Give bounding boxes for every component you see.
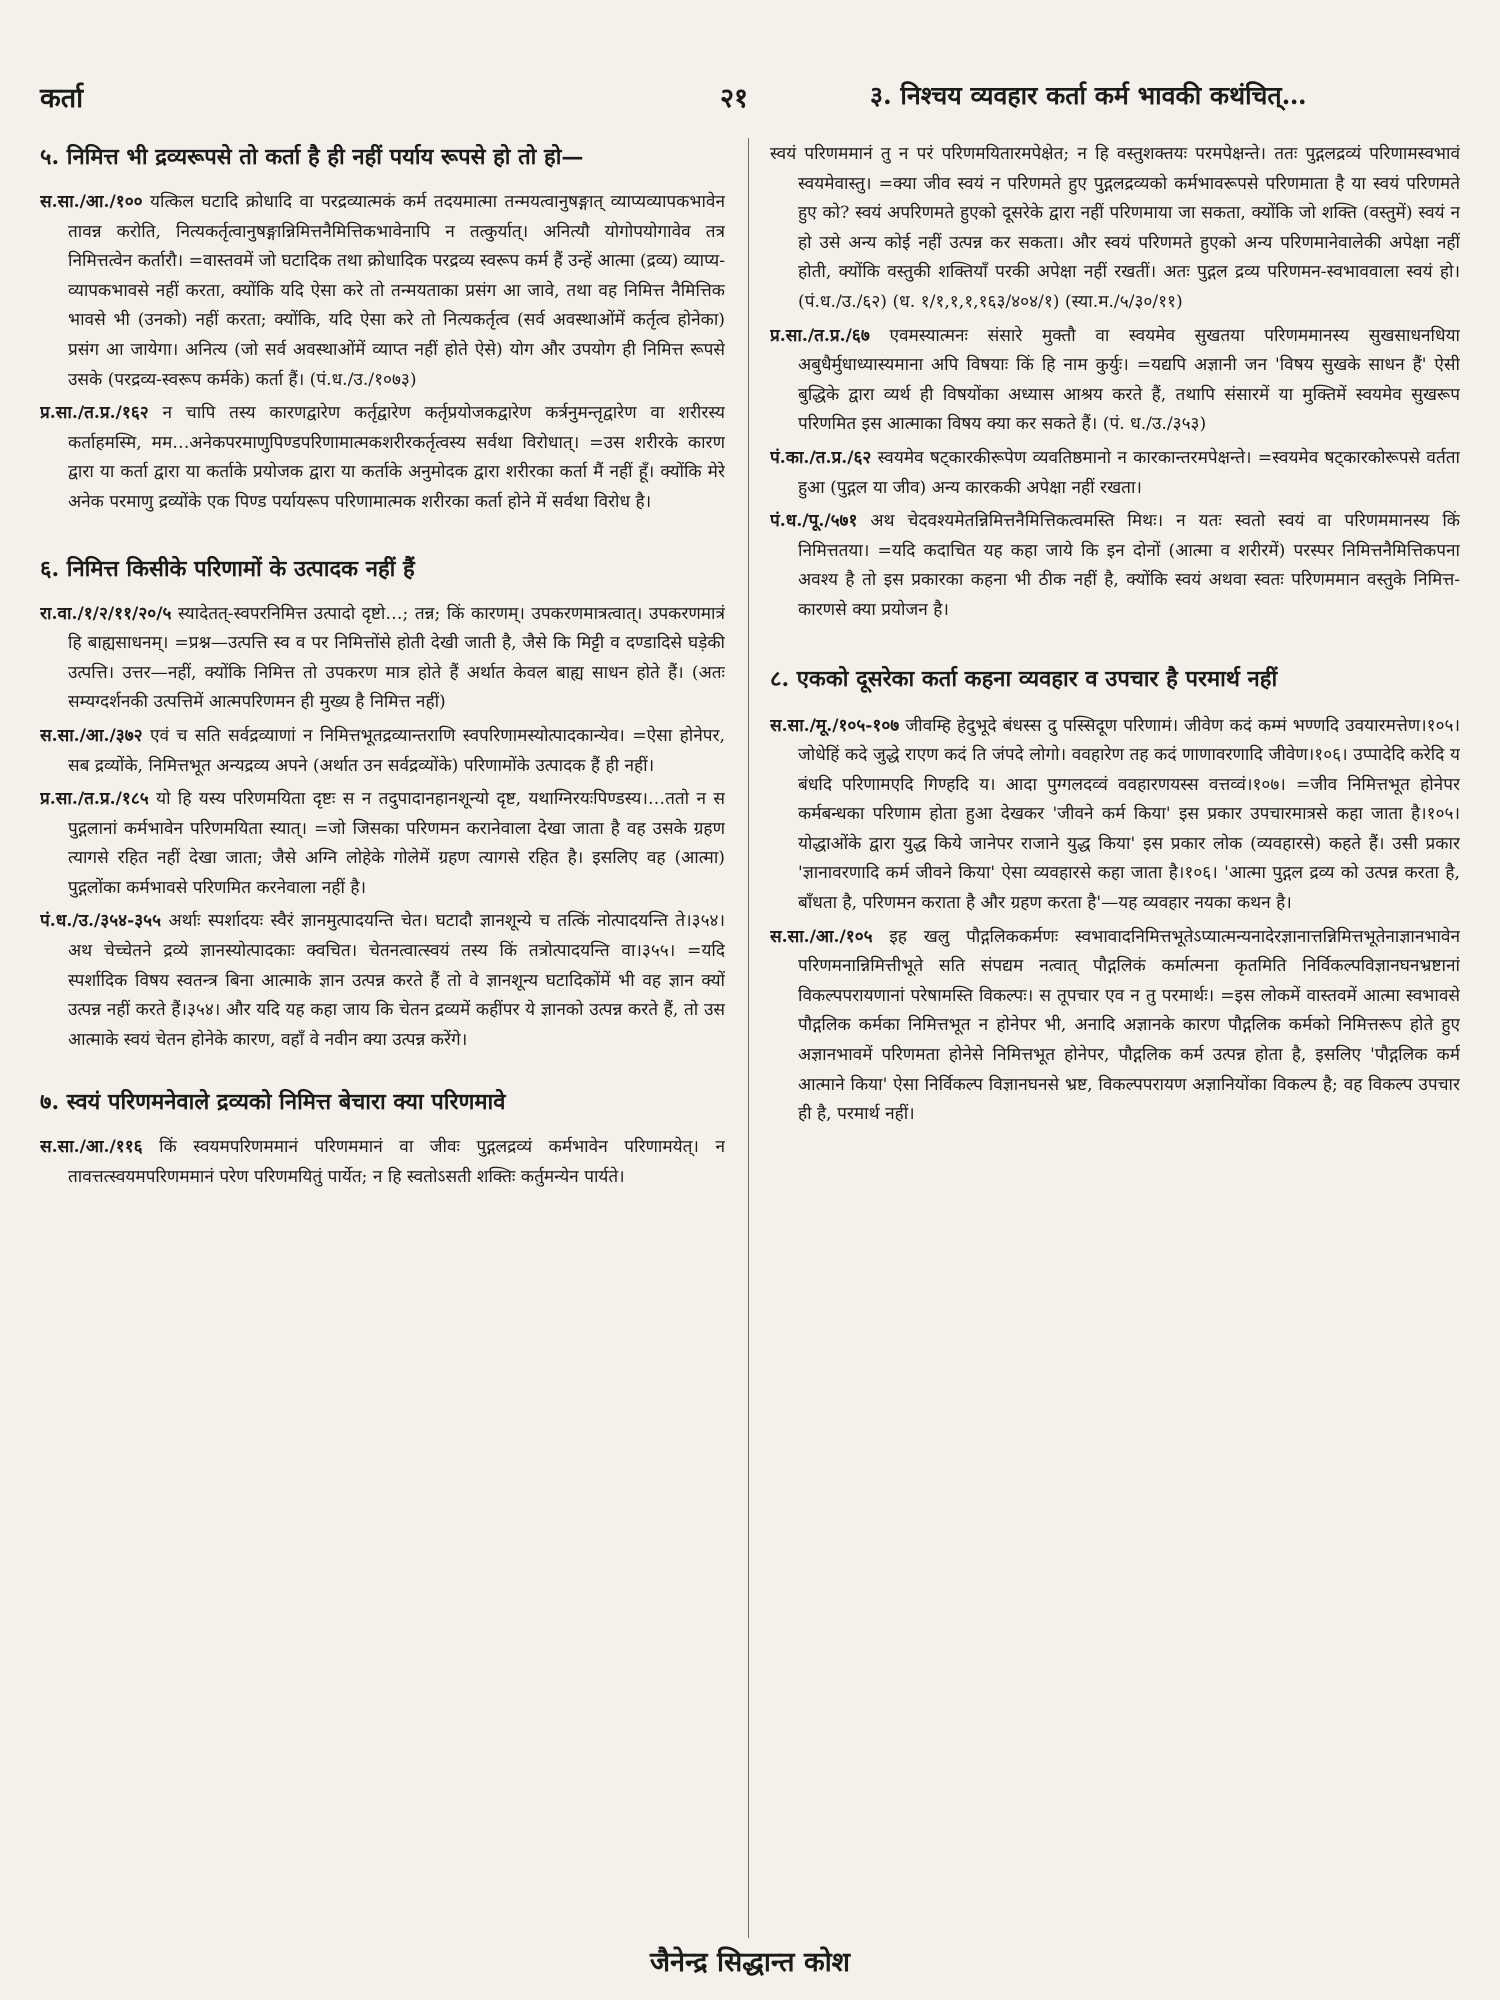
paragraph-text: किं स्वयमपरिणममानं परिणममानं वा जीवः पुद्गलद्रव्यं कर्मभावेन परिणामयेत्। न तावत्तत्स्वयमपरिणममानं परेण परिणमयितुं पार्येत; न हि स्वतोऽसती शक्तिः कर्तुमन्येन पार्यते। bbox=[68, 1137, 725, 1188]
section-heading-7: ७. स्वयं परिणमनेवाले द्रव्यको निमित्त बेचारा क्या परिणमावे bbox=[40, 1089, 506, 1116]
paragraph-text: अथ चेदवश्यमेतन्निमित्तनैमित्तिकत्वमस्ति मिथः। न यतः स्वतो स्वयं वा परिणममानस्य किं निमित्ततया। =यदि कदाचित यह कहा जाये कि इन दोनों (आत्मा व शरीरमें) परस्पर निमित्तनैमित्तिकपना अवश्य है तो इस प्रकारका कहना भी ठीक नहीं है, क्योंकि स्वयं अथवा स्वतः परिणममान वस्तुके निमित्त-कारणसे क्या प्रयोजन है। bbox=[798, 511, 1460, 620]
header-chapter-title: ३. निश्चय व्यवहार कर्ता कर्म भावकी कथंचित्… bbox=[870, 81, 1307, 110]
citation: पं.का./त.प्र./६२ bbox=[770, 447, 872, 468]
header-section-label: कर्ता bbox=[40, 83, 84, 114]
section-heading-6: ६. निमित्त किसीके परिणामों के उत्पादक नहीं हैं bbox=[40, 555, 415, 582]
paragraph-text: न चापि तस्य कारणद्वारेण कर्तृद्वारेण कर्तृप्रयोजकद्वारेण कर्त्रनुमन्तृद्वारेण वा शरीरस्य कर्ताहमस्मि, मम…अनेकपरमाणुपिण्डपरिणामात्मकशरीरकर्तृत्वस्य सर्वथा विरोधात्। =उस शरीरके कारण द्वारा या कर्ता द्वारा या कर्ताके प्रयोजक द्वारा या कर्ताके अनुमोदक द्वारा शरीरका कर्ता मैं नहीं हूँ। क्योंकि मेरे अनेक परमाणु द्रव्योंके एक पिण्ड पर्यायरूप परिणामात्मक शरीरका कर्ता होने में सर्वथा विरोध है। bbox=[68, 403, 725, 512]
paragraph-text: एवं च सति सर्वद्रव्याणां न निमित्तभूतद्रव्यान्तराणि स्वपरिणामस्योत्पादकान्येव। =ऐसा होनेपर, सब द्रव्योंके, निमित्तभूत अन्यद्रव्य अपने (अर्थात उन सर्वद्रव्योंके) परिणामोंके उत्पादक हैं ही नहीं। bbox=[68, 725, 725, 776]
citation: स.सा./आ./३७२ bbox=[40, 725, 143, 746]
left-column bbox=[40, 140, 725, 1940]
paragraph bbox=[40, 600, 725, 718]
paragraph-text: यत्किल घटादि क्रोधादि वा परद्रव्यात्मकं कर्म तदयमात्मा तन्मयत्वानुषङ्गात् व्याप्यव्यापकभावेन तावन्न करोति, नित्यकर्तृत्वानुषङ्गान्निमित्तनैमित्तिकभावेनापि न तत्कुर्यात्। अनित्यौ योगोपयोगावेव तत्र निमित्तत्वेन कर्तारौ। =वास्तवमें जो घटादिक तथा क्रोधादिक परद्रव्य स्वरूप कर्म हैं उन्हें आत्मा (द्रव्य) व्याप्य-व्यापकभावसे नहीं करता, क्योंकि यदि ऐसा करे तो तन्मयताका प्रसंग आ जावे, तथा वह निमित्त नैमित्तिक भावसे भी (उनको) नहीं करता; क्योंकि, यदि ऐसा करे तो नित्यकर्तृत्व (सर्व अवस्थाओंमें कर्तृत्व होनेका) प्रसंग आ जायेगा। अनित्य (जो सर्व अवस्थाओंमें व्याप्त नहीं होते ऐसे) योग और उपयोग ही निमित्त रूपसे उसके (परद्रव्य-स्वरूप कर्मके) कर्ता हैं। (पं.ध./उ./१०७३) bbox=[68, 192, 725, 390]
paragraph-text: यो हि यस्य परिणमयिता दृष्टः स न तदुपादानहानशून्यो दृष्ट, यथाग्निरयःपिण्डस्य।…ततो न स पुद्गलानां कर्मभावेन परिणमयिता स्यात्। =जो जिसका परिणमन करानेवाला देखा जाता है वह उसके ग्रहण त्यागसे रहित नहीं देखा जाता; जैसे अग्नि लोहेके गोलेमें ग्रहण त्यागसे रहित है। इसलिए वह (आत्मा) पुद्गलोंका कर्मभावसे परिणमित करनेवाला नहीं है। bbox=[68, 789, 725, 898]
paragraph-text: जीवम्हि हेदुभूदे बंधस्स दु पस्सिदूण परिणामं। जीवेण कदं कम्मं भण्णदि उवयारमत्तेण।१०५। जोधेहिं कदे जुद्धे राएण कदं ति जंपदे लोगो। ववहारेण तह कदं णाणावरणादि जीवेण।१०६। उप्पादेदि करेदि य बंधदि परिणामएदि गिण्हदि य। आदा पुग्गलदव्वं ववहारणयस्स वत्तव्वं।१०७। =जीव निमित्तभूत होनेपर कर्मबन्धका परिणाम होता हुआ देखकर 'जीवने कर्म किया' इस प्रकार उपचारमात्रसे कहा जाता है।१०५। योद्धाओंके द्वारा युद्ध किये जानेपर राजाने युद्ध किया' इस प्रकार लोक (व्यवहारसे) कहते हैं। उसी प्रकार 'ज्ञानावरणादि कर्म जीवने किया' ऐसा व्यवहारसे कहा जाता है।१०६। 'आत्मा पुद्गल द्रव्य को उत्पन्न करता है, बाँधता है, परिणमन कराता है और ग्रहण करता है'—यह व्यवहार नयका कथन है। bbox=[798, 715, 1460, 914]
page-number: २१ bbox=[720, 83, 749, 114]
section-heading-5: ५. निमित्त भी द्रव्यरूपसे तो कर्ता है ही नहीं पर्याय रूपसे हो तो हो— bbox=[40, 144, 584, 170]
citation: स.सा./मू./१०५-१०७ bbox=[770, 715, 900, 736]
paragraph-text: एवमस्यात्मनः संसारे मुक्तौ वा स्वयमेव सुखतया परिणममानस्य सुखसाधनधिया अबुधैर्मुधाध्यास्यमाना अपि विषयाः किं हि नाम कुर्युः। =यद्यपि अज्ञानी जन 'विषय सुखके साधन हैं' ऐसी बुद्धिके द्वारा व्यर्थ ही विषयोंका अध्यास आश्रय करते हैं, तथापि संसारमें या मुक्तिमें स्वयमेव सुखरूप परिणमित इस आत्माका विषय क्या कर सकते हैं। (पं. ध./उ./३५३) bbox=[798, 325, 1460, 435]
paragraph bbox=[770, 444, 1460, 503]
citation: पं.ध./पू./५७१ bbox=[770, 511, 858, 532]
section-heading-8: ८. एकको दूसरेका कर्ता कहना व्यवहार व उपचार है परमार्थ नहीं bbox=[770, 665, 1278, 692]
paragraph bbox=[40, 399, 725, 517]
paragraph-text: स्वयं परिणममानं तु न परं परिणमयितारमपेक्षेत; न हि वस्तुशक्तयः परमपेक्षन्ते। ततः पुद्गलद्रव्यं परिणामस्वभावं स्वयमेवास्तु। =क्या जीव स्वयं न परिणमते हुए पुद्गलद्रव्यको कर्मभावरूपसे परिणमाता है या स्वयं परिणमते हुए को? स्वयं अपरिणमते हुएको दूसरेके द्वारा नहीं परिणमाया जा सकता, क्योंकि जो शक्ति (वस्तुमें) स्वयं न हो उसे अन्य कोई नहीं उत्पन्न कर सकता। और स्वयं परिणमते हुएको अन्य परिणमानेवालेकी अपेक्षा नहीं होती, क्योंकि वस्तुकी शक्तियाँ परकी अपेक्षा नहीं रखतीं। अतः पुद्गल द्रव्य परिणमन-स्वभाववाला स्वयं हो। (पं.ध./उ./६२) (ध. १/१,१,१,१६३/४०४/१) (स्या.म./५/३०/११) bbox=[770, 144, 1460, 312]
page-header bbox=[40, 78, 1460, 118]
paragraph-text: स्वयमेव षट्कारकीरूपेण व्यवतिष्ठमानो न कारकान्तरमपेक्षन्ते। =स्वयमेव षट्कारकोरूपसे वर्तता हुआ (पुद्गल या जीव) अन्य कारककी अपेक्षा नहीं रखता। bbox=[798, 447, 1460, 498]
paragraph-continued bbox=[770, 140, 1460, 318]
citation: रा.वा./१/२/११/२०/५ bbox=[40, 603, 172, 624]
citation: स.सा./आ./११६ bbox=[40, 1137, 143, 1158]
paragraph bbox=[770, 507, 1460, 625]
paragraph-text: अर्थाः स्पर्शादयः स्वैरं ज्ञानमुत्पादयन्ति चेत। घटादौ ज्ञानशून्ये च तत्किं नोत्पादयन्ति ते।३५४। अथ चेच्चेतने द्रव्ये ज्ञानस्योत्पादकाः क्वचित। चेतनत्वात्स्वयं तस्य किं तत्रोत्पादयन्ति वा।३५५। =यदि स्पर्शादिक विषय स्वतन्त्र बिना आत्माके ज्ञान उत्पन्न करते हैं तो वे ज्ञानशून्य घटादिकोंमें भी वह ज्ञान क्यों उत्पन्न नहीं करते हैं।३५४। और यदि यह कहा जाय कि चेतन द्रव्यमें कहींपर ये ज्ञानको उत्पन्न करते हैं, तो उस आत्माके स्वयं चेतन होनेके कारण, वहाँ वे नवीन क्या उत्पन्न करेंगे। bbox=[68, 911, 725, 1050]
citation: स.सा./आ./१०० bbox=[40, 192, 143, 212]
paragraph bbox=[770, 923, 1460, 1130]
paragraph bbox=[40, 722, 725, 781]
paragraph bbox=[40, 907, 725, 1055]
citation: प्र.सा./त.प्र./६७ bbox=[770, 325, 870, 346]
paragraph bbox=[40, 785, 725, 903]
paragraph bbox=[40, 1133, 725, 1192]
citation: प्र.सा./त.प्र./१८५ bbox=[40, 789, 149, 810]
paragraph-text: इह खलु पौद्गलिककर्मणः स्वभावादनिमित्तभूतेऽप्यात्मन्यनादेरज्ञानात्तन्निमित्तभूतेनाज्ञानभावेन परिणमनान्निमित्तीभूते सति संपद्यम नत्वात् पौद्गलिकं कर्मात्मना कृतमिति निर्विकल्पविज्ञानघनभ्रष्टानां विकल्पपरायणानां परेषामस्ति विकल्पः। स तूपचार एव न तु परमार्थः। =इस लोकमें वास्तवमें आत्मा स्वभावसे पौद्गलिक कर्मका निमित्तभूत न होनेपर भी, अनादि अज्ञानके कारण पौद्गलिक कर्मको निमित्तरूप होते हुए अज्ञानभावमें परिणमता होनेसे निमित्तभूत होनेपर, पौद्गलिक कर्म उत्पन्न होता है, इसलिए 'पौद्गलिक कर्म आत्माने किया' ऐसा निर्विकल्प विज्ञानघनसे भ्रष्ट, विकल्पपरायण अज्ञानियोंका विकल्प है; वह विकल्प उपचार ही है, परमार्थ नहीं। bbox=[798, 926, 1460, 1125]
book-title-footer: जैनेन्द्र सिद्धान्त कोश bbox=[649, 1947, 851, 1978]
citation: स.सा./आ./१०५ bbox=[770, 926, 873, 947]
paragraph-text: स्यादेतत्-स्वपरनिमित्त उत्पादो दृष्टो…; तन्न; किं कारणम्। उपकरणमात्रत्वात्। उपकरणमात्रं हि बाह्यसाधनम्। =प्रश्न—उत्पत्ति स्व व पर निमित्तोंसे होती देखी जाती है, जैसे कि मिट्टी व दण्डादिसे घड़ेकी उत्पत्ति। उत्तर—नहीं, क्योंकि निमित्त तो उपकरण मात्र होते हैं अर्थात केवल बाह्य साधन होते हैं। (अतः सम्यग्दर्शनकी उत्पत्तिमें आत्मपरिणमन ही मुख्य है निमित्त नहीं) bbox=[68, 603, 725, 713]
column-divider bbox=[748, 138, 749, 1938]
paragraph bbox=[40, 188, 725, 395]
right-column bbox=[770, 140, 1460, 1940]
paragraph bbox=[770, 322, 1460, 440]
citation: पं.ध./उ./३५४-३५५ bbox=[40, 911, 162, 932]
citation: प्र.सा./त.प्र./१६२ bbox=[40, 403, 149, 424]
paragraph bbox=[770, 712, 1460, 919]
